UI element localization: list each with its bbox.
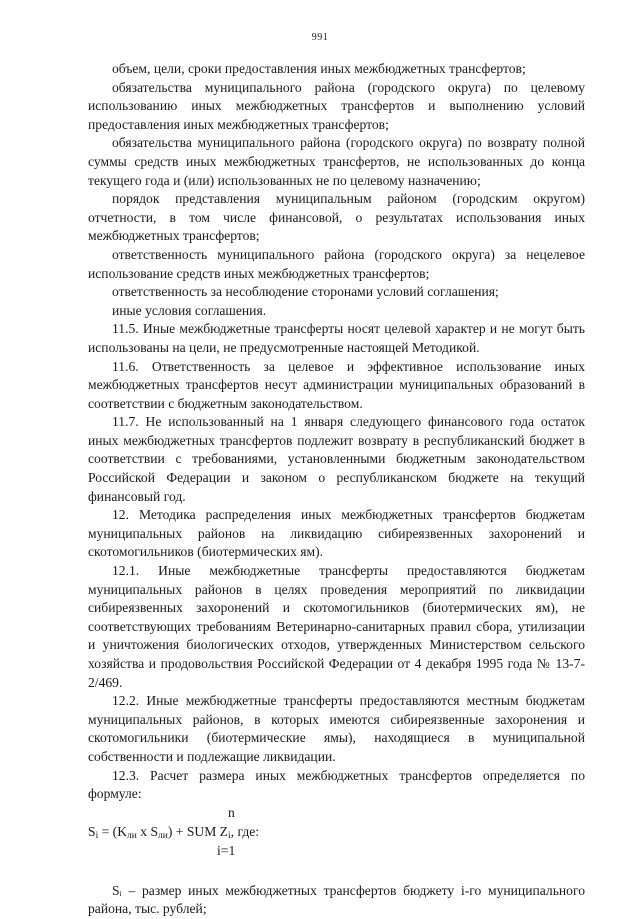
paragraph: обязательства муниципального района (городского округа) по возврату полной суммы средств иных межбюджетных трансфертов, не использованных до конца текущего года и (или) использованных не по целевому назначению; [88, 135, 585, 188]
paragraph: ответственность за несоблюдение сторонами условий соглашения; [112, 284, 499, 300]
formula-sum: ) + SUM Z [167, 823, 228, 839]
section-12-heading: 12. Методика распределения иных межбюджетных трансфертов бюджетам муниципальных районов на ликвидацию сибиреязвенных захоронений и скотомогильников (биотермических ям). [88, 507, 585, 560]
paragraph: иные условия соглашения. [112, 302, 267, 318]
paragraph-11-7: 11.7. Не использованный на 1 января следующего финансового года остаток иных межбюджетных трансфертов подлежит возврату в республиканский бюджет в соответствии с требованиями, установленными бюджетным законодательством Российской Федерации и законом о республиканском бюджете на текущий финансовый год. [88, 414, 585, 504]
formula-tail: , где: [230, 823, 260, 839]
formula-lhs: S [88, 823, 96, 839]
sum-upper-limit: n [228, 804, 235, 820]
paragraph: ответственность муниципального района (городского округа) за нецелевое использование средств иных межбюджетных трансфертов; [88, 246, 585, 281]
formula-s-sub: ли [158, 830, 168, 841]
paragraph-12-2: 12.2. Иные межбюджетные трансферты предоставляются местным бюджетам муниципальных районов, в которых имеются сибиреязвенные захоронения и скотомогильники (биотермические ямы), находящиеся в муниципальной собственности и подлежащие ликвидации. [88, 693, 585, 764]
formula-lhs-sub: i [95, 830, 99, 841]
page-number: 991 [311, 32, 329, 43]
sum-lower-limit: i=1 [217, 842, 236, 858]
paragraph-11-5: 11.5. Иные межбюджетные трансферты носят целевой характер и не могут быть использованы на цели, не предусмотренные настоящей Методикой. [88, 321, 585, 355]
definition-si: Sᵢ – размер иных межбюджетных трансфертов бюджету i-го муниципального района, тыс. рублей; [88, 882, 585, 917]
formula-z-sub: i [228, 830, 231, 841]
paragraph: порядок представления муниципальным районом (городским округом) отчетности, в том числе финансовой, о результатах использования иных межбюджетных трансфертов; [88, 191, 585, 244]
paragraph: обязательства муниципального района (городского округа) по целевому использованию иных межбюджетных трансфертов и выполнению условий предоставления иных межбюджетных трансфертов; [88, 79, 585, 132]
formula [88, 804, 585, 882]
paragraph-11-6: 11.6. Ответственность за целевое и эффективное использование иных межбюджетных трансфертов несут администрации муниципальных образований в соответствии с бюджетным законодательством. [88, 358, 585, 411]
paragraph-12-3: 12.3. Расчет размера иных межбюджетных трансфертов определяется по формуле: [88, 767, 585, 802]
formula-k: = (K [98, 823, 128, 839]
formula-k-sub: ли [127, 830, 137, 841]
paragraph-12-1: 12.1. Иные межбюджетные трансферты предоставляются бюджетам муниципальных районов в целях проведения мероприятий по ликвидации сибиреязвенных захоронений и скотомогильников (биотермических ям), не соответствующих требованиям Ветеринарно-санитарных правил сбора, утилизации и уничтожения биологических отходов, утвержденных Министерством сельского хозяйства и продовольствия Российской Федерации от 4 декабря 1995 года № 13-7-2/469. [88, 563, 585, 690]
paragraph: объем, цели, сроки предоставления иных межбюджетных трансфертов; [112, 61, 526, 76]
formula-s: x S [136, 823, 158, 839]
document-body [88, 60, 585, 919]
